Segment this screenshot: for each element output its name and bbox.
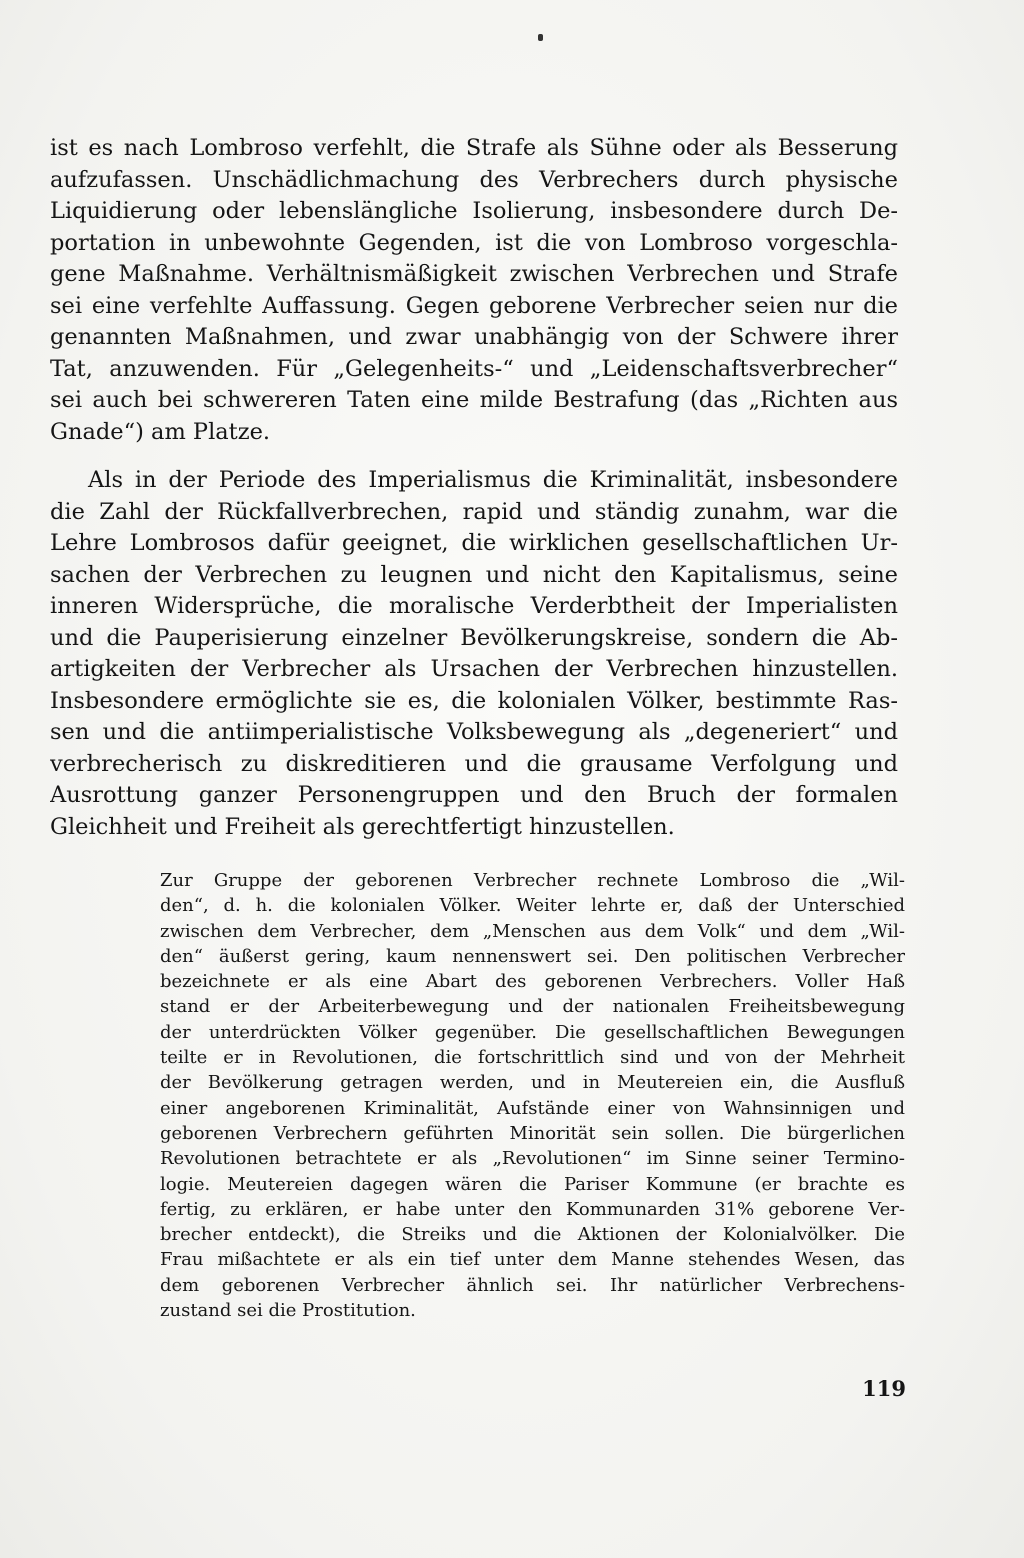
footnote-line: fertig, zu erklären, er habe unter den Kommunarden 31% geborene Ver- — [160, 1198, 905, 1220]
paragraph-2 — [50, 465, 898, 843]
footnote-line: dem geborenen Verbrecher ähnlich sei. Ihr natürlicher Verbrechens- — [160, 1274, 905, 1296]
main-text — [50, 133, 898, 843]
footnote-line: einer angeborenen Kriminalität, Aufstände einer von Wahnsinnigen und — [160, 1097, 905, 1119]
text-line: sachen der Verbrechen zu leugnen und nicht den Kapitalismus, seine — [50, 561, 898, 588]
text-line: Gleichheit und Freiheit als gerechtfertigt hinzustellen. — [50, 813, 675, 840]
page-number: 119 — [862, 1376, 906, 1401]
text-line: sei auch bei schwereren Taten eine milde Bestrafung (das „Richten aus — [50, 387, 898, 413]
footnote-line: zwischen dem Verbrecher, dem „Menschen aus dem Volk“ und dem „Wil- — [160, 920, 905, 942]
footnote-block — [160, 868, 905, 1323]
ink-speck — [538, 34, 543, 41]
footnote-line: der Bevölkerung getragen werden, und in Meutereien ein, die Ausfluß — [160, 1072, 905, 1094]
text-line: Ausrottung ganzer Personengruppen und den Bruch der formalen — [50, 782, 898, 808]
text-line: ist es nach Lombroso verfehlt, die Strafe als Sühne oder als Besserung — [50, 135, 898, 161]
footnote-line: zustand sei die Prostitution. — [160, 1300, 416, 1322]
text-line: und die Pauperisierung einzelner Bevölkerungskreise, sondern die Ab- — [50, 624, 898, 651]
paragraph-1 — [50, 133, 898, 448]
footnote-line: logie. Meutereien dagegen wären die Pariser Kommune (er brachte es — [160, 1173, 905, 1195]
footnote-line: Revolutionen betrachtete er als „Revolutionen“ im Sinne seiner Termino- — [160, 1148, 905, 1170]
text-line: Tat, anzuwenden. Für „Gelegenheits-“ und „Leidenschaftsverbrecher“ — [50, 355, 898, 382]
footnote-line: den“, d. h. die kolonialen Völker. Weiter lehrte er, daß der Unterschied — [160, 895, 905, 917]
footnote-line: teilte er in Revolutionen, die fortschrittlich sind und von der Mehrheit — [160, 1047, 905, 1069]
text-line: Liquidierung oder lebenslängliche Isolierung, insbesondere durch De- — [50, 198, 898, 224]
text-line: Als in der Periode des Imperialismus die Kriminalität, insbesondere — [88, 467, 898, 493]
text-line: sei eine verfehlte Auffassung. Gegen geborene Verbrecher seien nur die — [50, 292, 898, 319]
text-line: genannten Maßnahmen, und zwar unabhängig von der Schwere ihrer — [50, 324, 898, 350]
footnote-line: brecher entdeckt), die Streiks und die Aktionen der Kolonialvölker. Die — [160, 1224, 905, 1246]
footnote-line: geborenen Verbrechern geführten Minorität sein sollen. Die bürgerlichen — [160, 1122, 905, 1144]
text-line: die Zahl der Rückfallverbrechen, rapid und ständig zunahm, war die — [50, 498, 898, 525]
footnote-line: stand er der Arbeiterbewegung und der nationalen Freiheitsbewegung — [160, 996, 905, 1018]
text-line: gene Maßnahme. Verhältnismäßigkeit zwischen Verbrechen und Strafe — [50, 261, 898, 287]
footnote-line: Frau mißachtete er als ein tief unter dem Manne stehendes Wesen, das — [160, 1249, 905, 1271]
text-line: Lehre Lombrosos dafür geeignet, die wirklichen gesellschaftlichen Ur- — [50, 530, 898, 556]
footnote-line: den“ äußerst gering, kaum nennenswert sei. Den politischen Verbrecher — [160, 945, 905, 967]
text-line: portation in unbewohnte Gegenden, ist die von Lombroso vorgeschla- — [50, 229, 898, 256]
text-line: aufzufassen. Unschädlichmachung des Verbrechers durch physische — [50, 166, 898, 193]
footnote-line: bezeichnete er als eine Abart des geborenen Verbrechers. Voller Haß — [160, 971, 905, 993]
text-line: sen und die antiimperialistische Volksbewegung als „degeneriert“ und — [50, 719, 898, 745]
text-line: verbrecherisch zu diskreditieren und die grausame Verfolgung und — [50, 750, 898, 777]
text-line: artigkeiten der Verbrecher als Ursachen der Verbrechen hinzustellen. — [50, 656, 898, 682]
text-line: inneren Widersprüche, die moralische Verderbtheit der Imperialisten — [50, 593, 898, 619]
footnote-line: der unterdrückten Völker gegenüber. Die gesellschaftlichen Bewegungen — [160, 1021, 905, 1043]
text-line: Gnade“) am Platze. — [50, 418, 271, 445]
footnote-line: Zur Gruppe der geborenen Verbrecher rechnete Lombroso die „Wil- — [160, 870, 905, 891]
text-line: Insbesondere ermöglichte sie es, die kolonialen Völker, bestimmte Ras- — [50, 687, 898, 714]
